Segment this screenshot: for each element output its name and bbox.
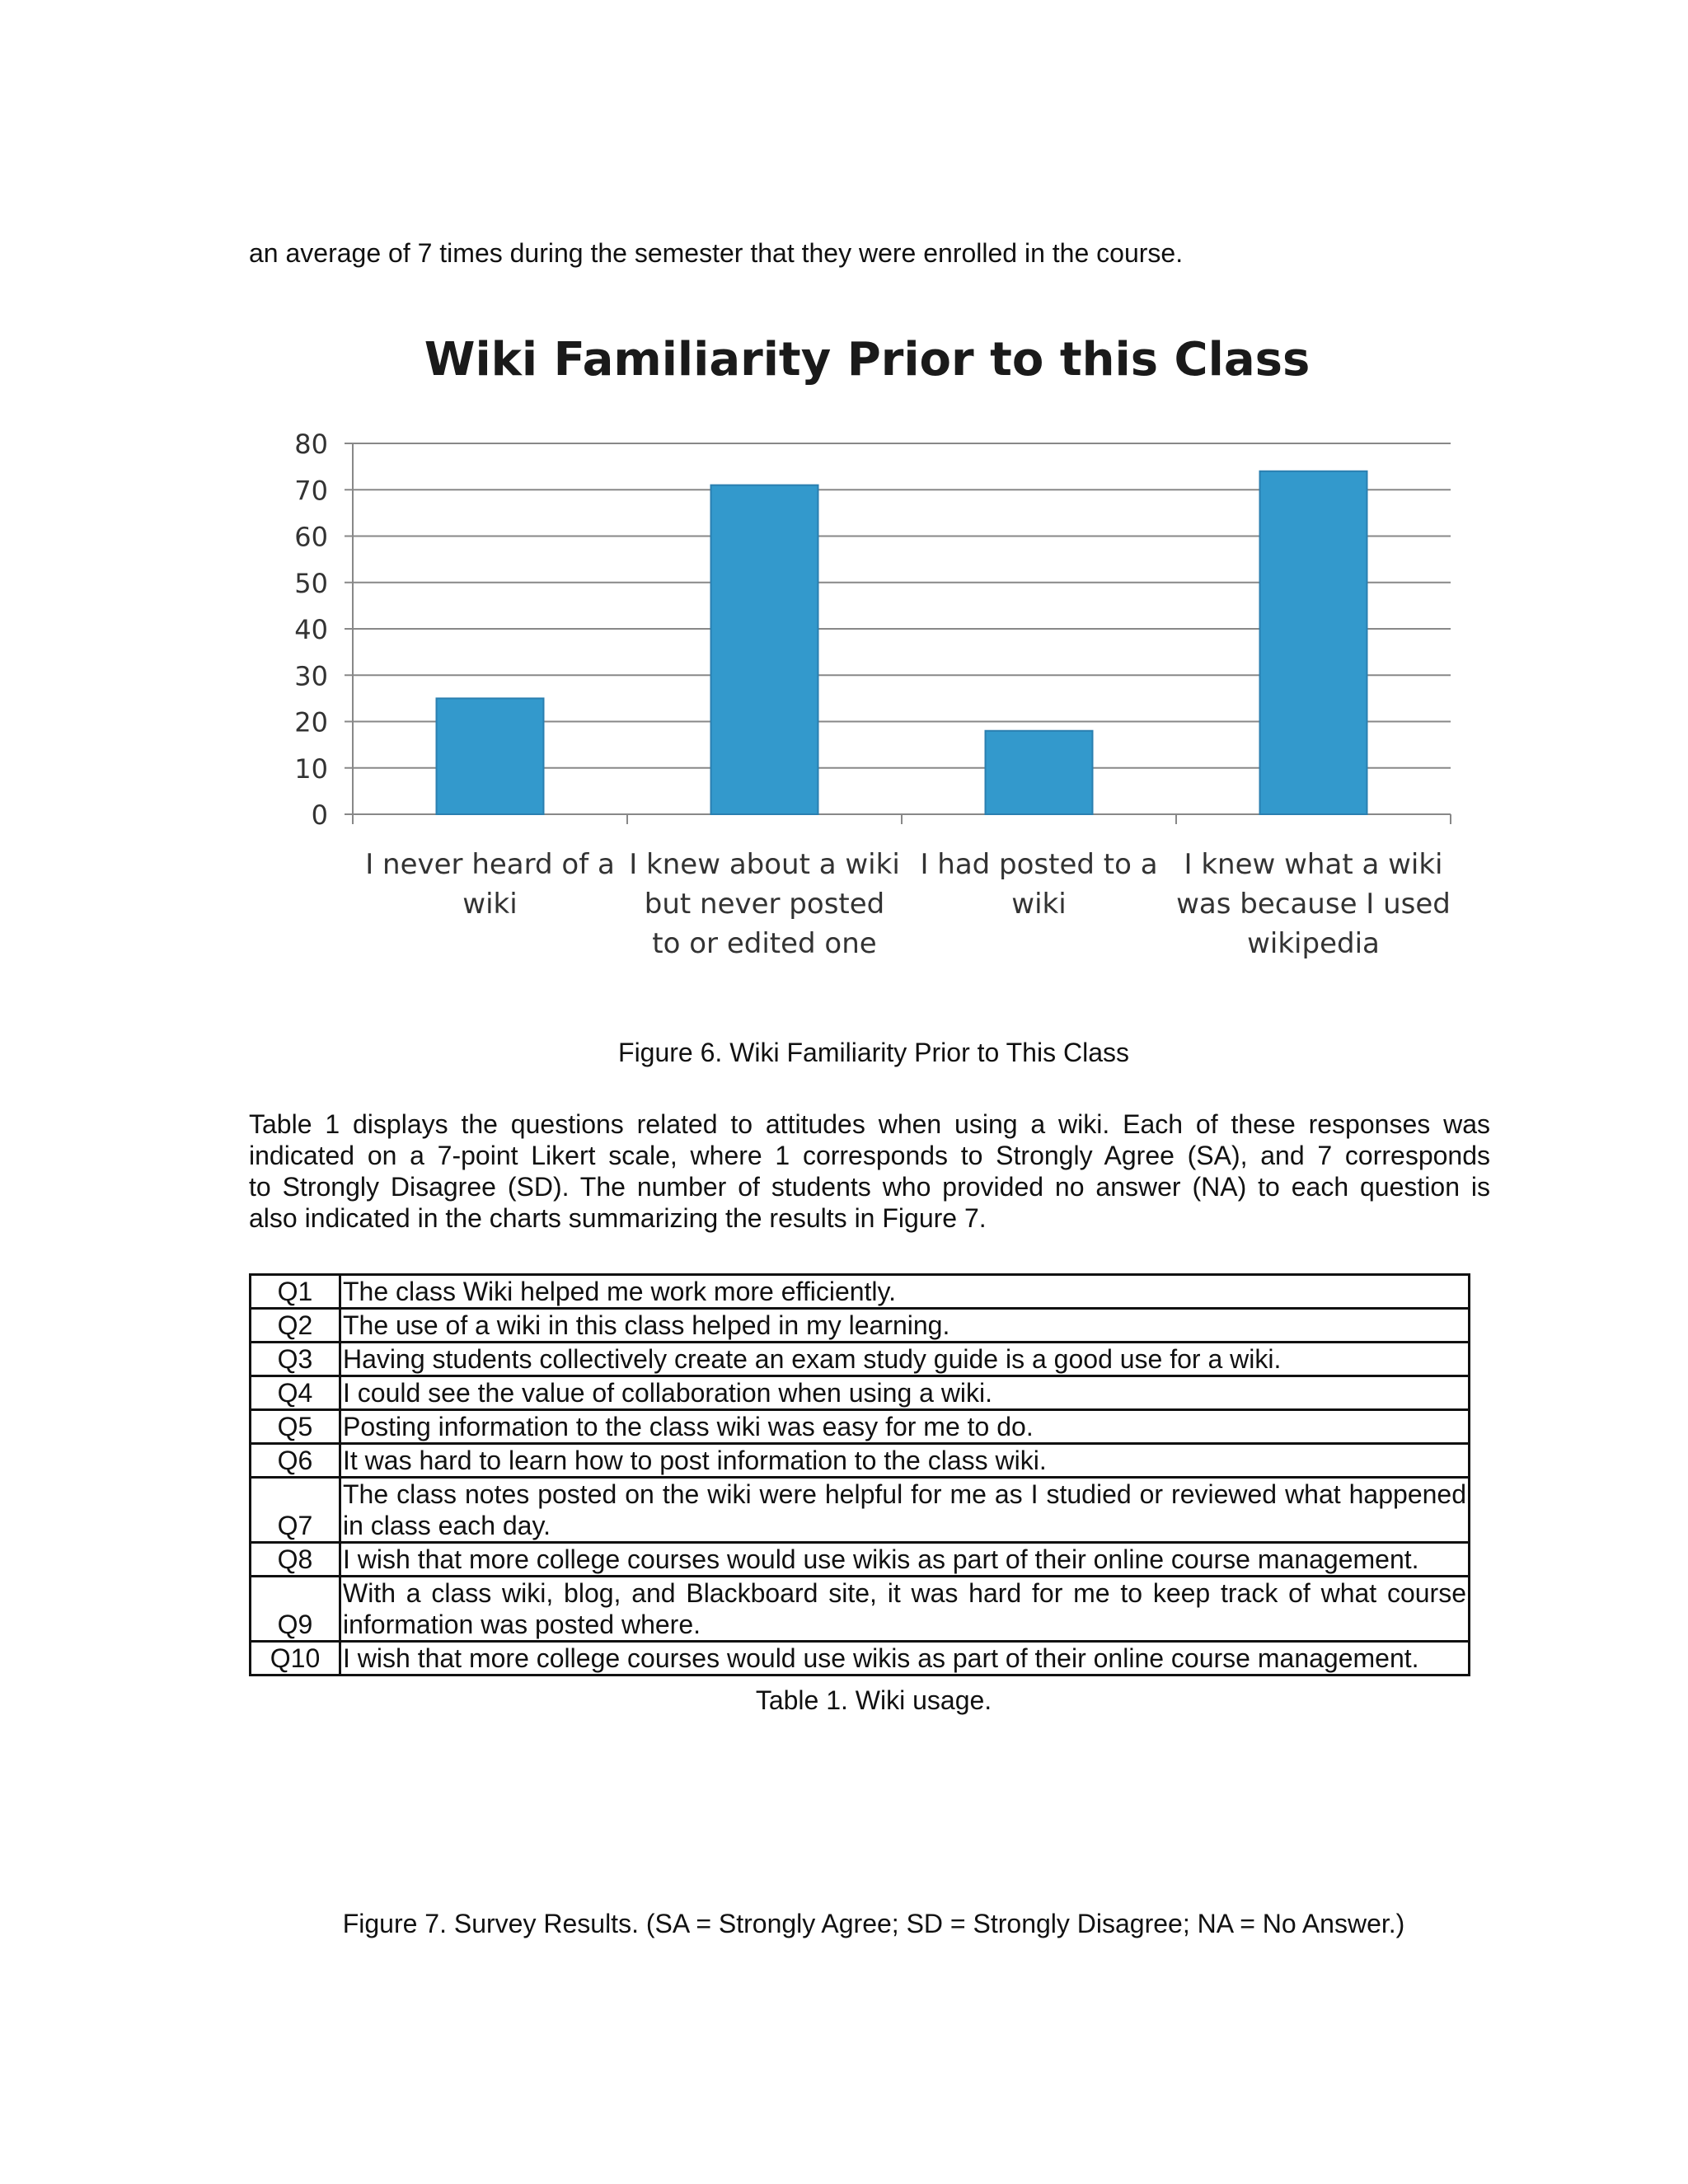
question-id: Q7	[251, 1478, 340, 1543]
table-row	[251, 1410, 1470, 1444]
x-tick-label: I had posted to a wiki	[920, 848, 1158, 921]
table-row	[251, 1275, 1470, 1309]
y-tick-label: 70	[294, 475, 328, 507]
question-text: The class Wiki helped me work more efficiently.	[340, 1275, 1470, 1309]
y-tick-label: 60	[294, 521, 328, 553]
chart-bars	[437, 471, 1367, 814]
chart-bar	[1260, 471, 1367, 814]
paragraph-line: indicated on a 7-point Likert scale, where 1 corresponds to Strongly Agree (SA), and 7 corresponds	[249, 1141, 1490, 1170]
y-tick-label: 30	[294, 660, 328, 692]
question-id: Q6	[251, 1444, 340, 1478]
y-tick-label: 20	[294, 706, 328, 738]
chart-y-ticks	[294, 429, 328, 831]
question-id: Q2	[251, 1309, 340, 1343]
figure-7-caption: Figure 7. Survey Results. (SA = Strongly Agree; SD = Strongly Disagree; NA = No Answer.)	[342, 1909, 1405, 1938]
question-id: Q9	[251, 1577, 340, 1642]
table-row	[251, 1444, 1470, 1478]
x-tick-label: I knew what a wiki was because I used wikipedia	[1176, 848, 1451, 960]
question-text: I wish that more college courses would use wikis as part of their online course management.	[340, 1543, 1470, 1577]
y-tick-label: 0	[311, 799, 328, 831]
table-row	[251, 1478, 1470, 1543]
chart-bar	[711, 485, 818, 814]
question-text: With a class wiki, blog, and Blackboard site, it was hard for me to keep track of what course information was posted where.	[340, 1577, 1470, 1642]
questions-table	[249, 1273, 1470, 1676]
table-row	[251, 1309, 1470, 1343]
table-row	[251, 1577, 1470, 1642]
chart-bar	[986, 731, 1093, 814]
x-tick-label: I knew about a wiki but never posted to or edited one	[629, 848, 900, 960]
chart-title: Wiki Familiarity Prior to this Class	[424, 333, 1311, 387]
question-text: Posting information to the class wiki was easy for me to do.	[340, 1410, 1470, 1444]
question-text: I could see the value of collaboration when using a wiki.	[340, 1376, 1470, 1410]
x-tick-label: I never heard of a wiki	[365, 848, 615, 921]
wiki-familiarity-chart	[247, 321, 1484, 981]
question-text: The use of a wiki in this class helped in my learning.	[340, 1309, 1470, 1343]
figure-6-caption: Figure 6. Wiki Familiarity Prior to This Class	[618, 1038, 1129, 1067]
question-id: Q8	[251, 1543, 340, 1577]
paragraph-line: also indicated in the charts summarizing the results in Figure 7.	[249, 1203, 987, 1233]
question-id: Q1	[251, 1275, 340, 1309]
question-id: Q5	[251, 1410, 340, 1444]
table-row	[251, 1642, 1470, 1675]
question-id: Q4	[251, 1376, 340, 1410]
table-row	[251, 1343, 1470, 1376]
question-id: Q10	[251, 1642, 340, 1675]
chart-x-ticks	[353, 814, 1451, 960]
question-id: Q3	[251, 1343, 340, 1376]
body-paragraph	[249, 1108, 1490, 1234]
y-tick-label: 40	[294, 614, 328, 645]
paragraph-line: Table 1 displays the questions related to attitudes when using a wiki. Each of these responses was	[249, 1109, 1490, 1139]
question-text: I wish that more college courses would use wikis as part of their online course management.	[340, 1642, 1470, 1675]
paragraph-line: to Strongly Disagree (SD). The number of students who provided no answer (NA) to each question is	[249, 1172, 1490, 1202]
intro-text: an average of 7 times during the semester that they were enrolled in the course.	[249, 238, 1184, 268]
chart-bar	[437, 698, 544, 814]
question-text: It was hard to learn how to post information to the class wiki.	[340, 1444, 1470, 1478]
y-tick-label: 80	[294, 429, 328, 460]
question-text: Having students collectively create an exam study guide is a good use for a wiki.	[340, 1343, 1470, 1376]
table-row	[251, 1543, 1470, 1577]
table-row	[251, 1376, 1470, 1410]
table-1-caption: Table 1. Wiki usage.	[755, 1685, 992, 1715]
y-tick-label: 50	[294, 567, 328, 599]
question-text: The class notes posted on the wiki were helpful for me as I studied or reviewed what happened in class each day.	[340, 1478, 1470, 1543]
y-tick-label: 10	[294, 752, 328, 785]
